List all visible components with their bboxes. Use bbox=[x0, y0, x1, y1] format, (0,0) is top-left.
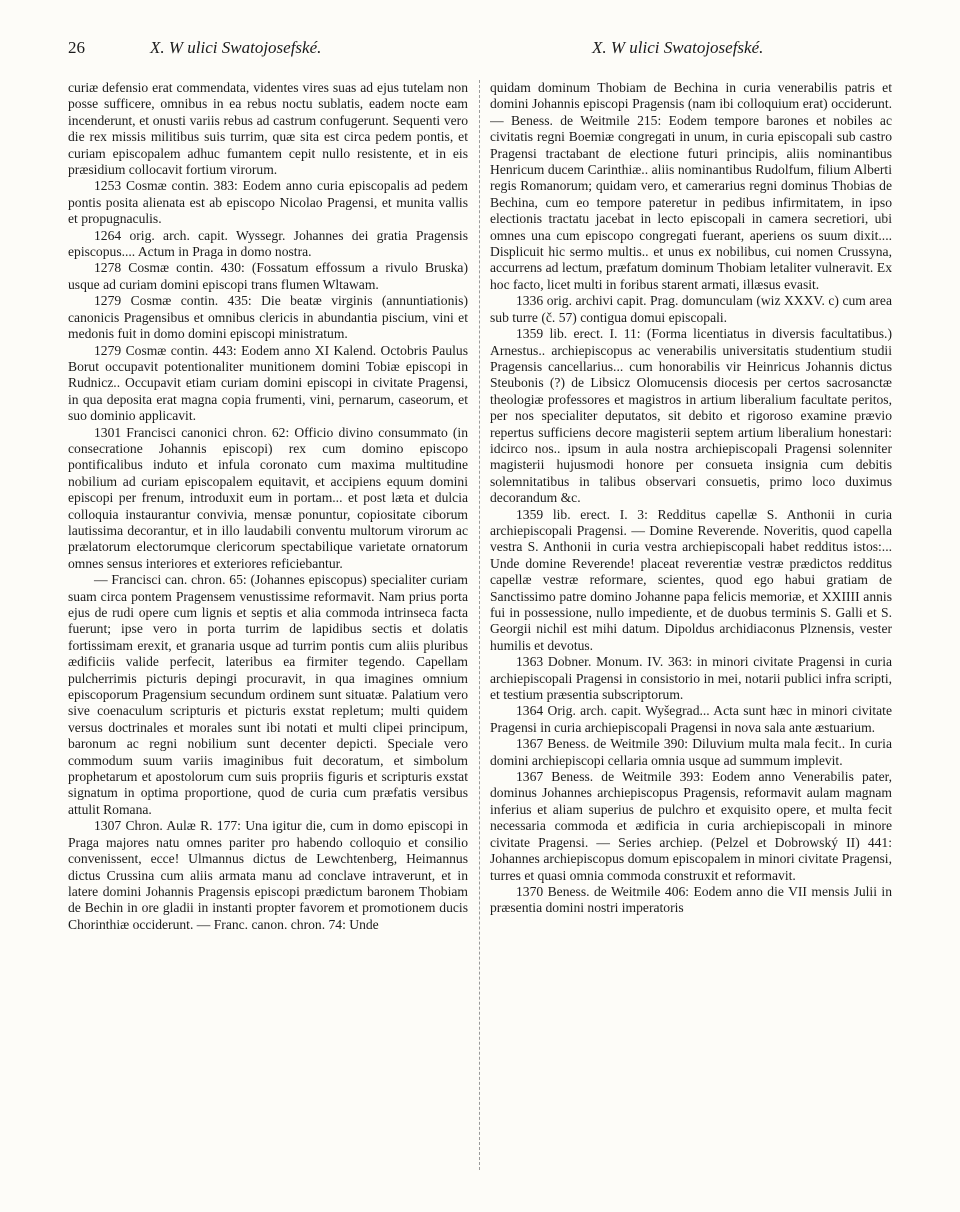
paragraph: 1336 orig. archivi capit. Prag. domunculam (wiz XXXV. c) cum area sub turre (č. 57) contigua domui episcopali. bbox=[490, 293, 892, 325]
paragraph: 1359 lib. erect. I. 3: Redditus capellæ S. Anthonii in curia archiepiscopali Pragensi. — Domine Reverende. Noveritis, quod capella vestra S. Anthonii in curia vestra archiepiscopali habet redditus istos:... Unde domine Reverende! placeat reverentiæ vestræ prædictos redditus capellæ vestræ reformare, scientes, quod ego habui gratiam de Sanctissimo patre domino Johanne papa felicis memoriæ, et XXIIII annis fui in possessione, nullo impediente, et de duobus terminis S. Galli et S. Georgii nichil est mihi datum. Dipoldus archidiaconus Plznensis, vester humilis et devotus. bbox=[490, 506, 892, 653]
running-head-left: X. W ulici Swatojosefské. bbox=[150, 38, 322, 57]
paragraph: 1363 Dobner. Monum. IV. 363: in minori civitate Pragensi in curia archiepiscopali Pragensi in consistorio in mei, notarii publici infra scripti, et testium præsentia subscriptorum. bbox=[490, 654, 892, 703]
paragraph: 1359 lib. erect. I. 11: (Forma licentiatus in diversis facultatibus.) Arnestus.. archiepiscopus ac venerabilis universitatis studentium studii Pragensis cancellarius... cum honorabilis vir Heinricus Johannis dictus Steubonis (?) de Libsicz Olomucensis diocesis per certos sacrosanctæ theologiæ professores et magistros in artium liberalium facultate peritos, per nos specialiter deputatos, sit debito et rigoroso examine prævio repertus sufficiens decore magisterii septem artium liberalium honestari: idcirco nos.. ipsum in aula nostra archiepiscopali Pragensi solenniter magisterii hujusmodi honore per consueta insignia cum debitis solemnitatibus in talibus observari consuetis, primo loco duximus decorandum &c. bbox=[490, 326, 892, 506]
paragraph: 1279 Cosmæ contin. 435: Die beatæ virginis (annuntiationis) canonicis Pragensibus et omnibus clericis in abundantia piscium, vini et medonis fuit in domo domini episcopi ministratum. bbox=[68, 293, 468, 342]
right-column bbox=[490, 80, 892, 1190]
paragraph: 1253 Cosmæ contin. 383: Eodem anno curia episcopalis ad pedem pontis posita alienata est ab episcopo Nicolao Pragensi, et munita vallis et propugnaculis. bbox=[68, 178, 468, 227]
running-head-right: X. W ulici Swatojosefské. bbox=[592, 38, 764, 57]
paragraph: 1367 Beness. de Weitmile 393: Eodem anno Venerabilis pater, dominus Johannes archiepiscopus Pragensis, reformavit aulam magnam inferius et aliam superius de pulchro et exquisito opere, et multa fecit necessaria commoda et ædificia in curia archiepiscopali in minore civitate Pragensi. — Series archiep. (Pelzel et Dobrowský II) 441: Johannes archiepiscopus domum episcopalem in minori civitate Pragensi, turres et quasi omnia commoda construxit et reformavit. bbox=[490, 769, 892, 883]
page-number: 26 bbox=[68, 38, 85, 57]
paragraph: 1264 orig. arch. capit. Wyssegr. Johannes dei gratia Pragensis episcopus.... Actum in Praga in domo nostra. bbox=[68, 227, 468, 260]
page-header bbox=[68, 38, 892, 68]
paragraph: 1301 Francisci canonici chron. 62: Officio divino consummato (in consecratione Johannis episcopi) rex cum domino episcopo pontificalibus induto et infula coronato cum maxima multitudine nobilium ad curiam episcopalem equitavit, et accipiens equum domini episcopi per frenum, introduxit eum in portam... et post læta et dulcia colloquia instaurantur convivia, mensæ ponuntur, copiositate ciborum lautissima decorantur, et in illo laudabili conventu multorum virorum ac prælatorum electorumque clericorum spectabilique varietate ornatorum omnes sensus interiores et exteriores reficiebantur. bbox=[68, 424, 468, 571]
paragraph: — Francisci can. chron. 65: (Johannes episcopus) specialiter curiam suam circa pontem Pragensem venustissime reformavit. Nam prius porta ejus de rudi opere cum lignis et septis et alia commoda intrinseca facta fuerunt; ipse vero in porta turrim de lapidibus sectis et dolatis fortissimam erexit, et granaria usque ad turrim pontis cum aliis pluribus ædificiis valide perfecit, lateribus ea firmiter tegendo. Capellam pulcherrimis picturis depingi procuravit, in qua imagines omnium episcoporum Pragensium secundum ordinem sunt situatæ. Palatium vero sive coenaculum scripturis et picturis exstat repletum; multi quidem versus doctrinales et morales sunt ibi notati et multi clipei principum, baronum ac regni nobilium sunt decenter depicti. Speciale vero commodum suum variis imaginibus fuit decoratum, et simbolum prophetarum et apostolorum cum suis propriis figuris et scripturis exstat signatum in optima proportione, quod de curia cum præfatis versibus attulit Romana. bbox=[68, 572, 468, 817]
paragraph: 1364 Orig. arch. capit. Wyšegrad... Acta sunt hæc in minori civitate Pragensi in curia archiepiscopali Pragensi in nova sala ante æstuarium. bbox=[490, 703, 892, 735]
paragraph: 1367 Beness. de Weitmile 390: Diluvium multa mala fecit.. In curia domini archiepiscopi cellaria omnia usque ad summum implevit. bbox=[490, 736, 892, 768]
paragraph: 1278 Cosmæ contin. 430: (Fossatum effossum a rivulo Bruska) usque ad curiam domini episcopi trans flumen Wltawam. bbox=[68, 260, 468, 292]
paragraph: 1279 Cosmæ contin. 443: Eodem anno XI Kalend. Octobris Paulus Borut occupavit potentionaliter munitionem domini Tobiæ episcopi in Rudnicz.. Occupavit etiam curiam domini episcopi in civitate Pragensi, in qua deposita erat magna copia frumenti, vini, pernarum, caseorum, et suo dominio applicavit. bbox=[68, 342, 468, 424]
column-divider bbox=[479, 80, 480, 1170]
paragraph: 1307 Chron. Aulæ R. 177: Una igitur die, cum in domo episcopi in Praga majores natu omnes pariter pro habendo colloquio et consilio convenissent, ecce! Ulmannus dictus de Lewchtenberg, Heimannus dictus Crussina cum aliis armata manu ad conclave intraverunt, et in latere domini Johannis Pragensis episcopi prædictum baronem Thobiam de Bechin in ore gladii in instanti propter favorem et promotionem ducis Chorinthiæ occiderunt. — Franc. canon. chron. 74: Unde bbox=[68, 818, 468, 932]
left-column bbox=[68, 80, 468, 1190]
paragraph: curiæ defensio erat commendata, videntes vires suas ad ejus tutelam non posse sufficere, omnibus in ea rebus noctu sublatis, eadem nocte eam incenderunt, et onusti variis rebus ad castrum confugerunt. Sequenti vero die rex missis militibus suis turrim, quæ sita est circa pedem pontis, et curiam episcopalem adhuc fumantem cepit nullo resistente, et in eis præsidium collocavit fortium virorum. bbox=[68, 80, 468, 178]
paragraph: quidam dominum Thobiam de Bechina in curia venerabilis patris et domini Johannis episcopi Pragensis (nam ibi colloquium erat) occiderunt. — Beness. de Weitmile 215: Eodem tempore barones et nobiles ac civitatis regni Boemiæ congregati in unum, in curia episcopali sub castro Pragensi tractabant de electione futuri principis, aliis nominantibus Henricum ducem Carinthiæ.. aliis nominantibus Rudolfum, filium Alberti regis Romanorum; quidam vero, et camerarius regni dominus Thobias de Bechina, cum eo tempore pateretur in pedibus infirmitatem, in ipso electionis tractatu jacebat in lecto episcopali in camera secretiori, ubi omnes una cum episcopo congregati fuerant, aperiens os suum dixit.... Displicuit hic sermo multis.. et unus ex nobilibus, cui nomen Crussyna, accurrens ad lectum, præfatum dominum Thobiam letaliter vulneravit. Ex hoc facto, licet multi in foribus starent armati, illæsus evasit. bbox=[490, 80, 892, 292]
paragraph: 1370 Beness. de Weitmile 406: Eodem anno die VII mensis Julii in præsentia domini nostri imperatoris bbox=[490, 883, 892, 916]
